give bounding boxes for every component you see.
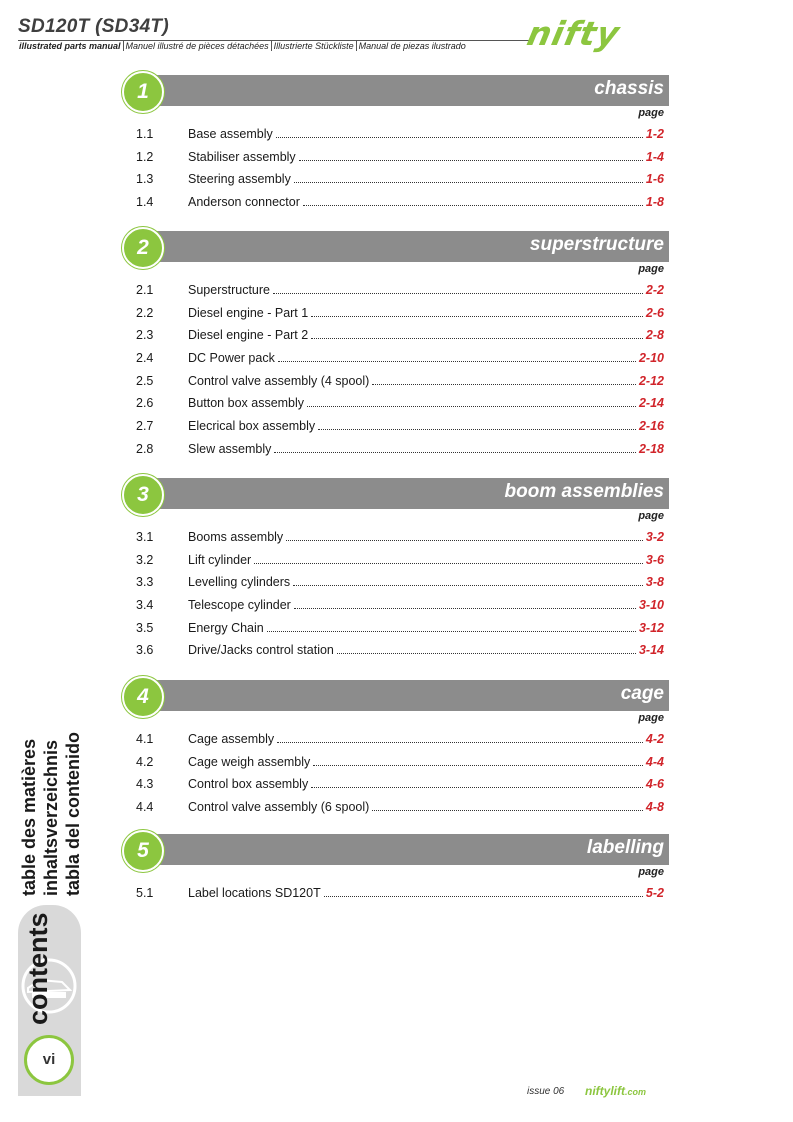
section-rows xyxy=(122,530,669,666)
dot-leader xyxy=(294,607,636,609)
entry-page: 5-2 xyxy=(645,886,664,900)
dot-leader xyxy=(273,292,643,294)
dot-leader xyxy=(276,136,643,138)
entry-number: 4.3 xyxy=(136,777,154,792)
entry-page: 4-2 xyxy=(645,732,664,746)
entry-title: Levelling cylinders xyxy=(188,575,291,590)
toc-entry[interactable] xyxy=(122,530,669,553)
page-column-label: page xyxy=(638,866,664,878)
toc-entry[interactable] xyxy=(122,195,669,218)
entry-number: 5.1 xyxy=(136,886,154,900)
entry-number: 2.3 xyxy=(136,328,154,343)
section-header-bar xyxy=(140,231,669,262)
entry-page: 3-14 xyxy=(638,643,664,658)
section-rows xyxy=(122,732,669,823)
section-number-badge xyxy=(122,830,164,872)
dot-leader xyxy=(324,895,643,897)
toc-entry[interactable] xyxy=(122,643,669,666)
entry-title: Superstructure xyxy=(188,283,270,297)
toc-entry[interactable] xyxy=(122,328,669,351)
entry-page: 4-8 xyxy=(645,800,664,815)
toc-entry[interactable] xyxy=(122,172,669,195)
toc-section xyxy=(122,75,669,218)
nifty-logo: nifty xyxy=(523,14,624,53)
toc-entry[interactable] xyxy=(122,306,669,329)
toc-entry[interactable] xyxy=(122,777,669,800)
section-title: boom assemblies xyxy=(504,481,664,502)
entry-number: 2.5 xyxy=(136,373,154,388)
section-header-bar xyxy=(140,75,669,106)
toc-entry[interactable] xyxy=(122,732,669,755)
entry-number: 3.3 xyxy=(136,575,154,590)
side-language-titles xyxy=(18,720,84,896)
dot-leader xyxy=(307,405,636,407)
entry-number: 3.4 xyxy=(136,598,154,613)
entry-page: 4-6 xyxy=(645,777,664,792)
section-title: superstructure xyxy=(529,234,664,255)
side-title-fr: table des matières xyxy=(19,738,39,896)
subtitle-en: illustrated parts manual xyxy=(19,41,121,51)
entry-page: 2-12 xyxy=(638,373,664,388)
page-number-badge xyxy=(24,1035,74,1085)
issue-number: issue 06 xyxy=(527,1086,565,1097)
toc-entry[interactable] xyxy=(122,553,669,576)
dot-leader xyxy=(311,337,643,339)
entry-title: Elecrical box assembly xyxy=(188,419,316,434)
toc-section xyxy=(122,231,669,465)
dot-leader xyxy=(254,562,643,564)
section-number: 4 xyxy=(137,685,149,708)
entry-number: 4.2 xyxy=(136,754,154,769)
entry-page: 2-16 xyxy=(638,419,664,434)
section-rows xyxy=(122,886,669,909)
section-number-badge xyxy=(122,71,164,113)
dot-leader xyxy=(313,764,643,766)
side-title-es: tabla del contenido xyxy=(63,731,83,896)
entry-number: 3.5 xyxy=(136,620,154,635)
entry-number: 3.1 xyxy=(136,530,154,544)
section-number: 1 xyxy=(137,80,149,103)
toc-entry[interactable] xyxy=(122,886,669,909)
entry-title: DC Power pack xyxy=(188,351,275,366)
entry-number: 4.1 xyxy=(136,732,154,746)
entry-page: 3-10 xyxy=(638,598,664,613)
footer-logo-name: niftylift xyxy=(585,1084,625,1098)
dot-leader xyxy=(318,428,636,430)
dot-leader xyxy=(293,584,643,586)
entry-page: 4-4 xyxy=(645,754,664,769)
entry-number: 4.4 xyxy=(136,800,154,815)
toc-entry[interactable] xyxy=(122,374,669,397)
entry-number: 1.4 xyxy=(136,195,154,210)
entry-title: Diesel engine - Part 1 xyxy=(188,305,309,320)
toc-section xyxy=(122,834,669,909)
page-column-label: page xyxy=(638,107,664,119)
entry-page: 3-12 xyxy=(638,620,664,635)
toc-section xyxy=(122,680,669,823)
entry-number: 1.1 xyxy=(136,127,154,141)
entry-number: 2.2 xyxy=(136,305,154,320)
section-rows xyxy=(122,127,669,218)
section-number: 2 xyxy=(137,236,149,259)
entry-page: 1-4 xyxy=(645,149,664,164)
entry-number: 2.4 xyxy=(136,351,154,366)
page-column-label: page xyxy=(638,510,664,522)
toc-entry[interactable] xyxy=(122,150,669,173)
entry-title: Base assembly xyxy=(188,127,273,141)
dot-leader xyxy=(311,786,643,788)
entry-title: Lift cylinder xyxy=(188,552,252,567)
section-title: chassis xyxy=(594,78,664,99)
dot-leader xyxy=(303,204,643,206)
entry-title: Control valve assembly (6 spool) xyxy=(188,800,370,815)
entry-page: 2-18 xyxy=(638,441,664,456)
entry-page: 2-6 xyxy=(645,305,664,320)
entry-title: Telescope cylinder xyxy=(188,598,291,613)
dot-leader xyxy=(277,741,643,743)
toc-entry[interactable] xyxy=(122,598,669,621)
toc-entry[interactable] xyxy=(122,283,669,306)
entry-page: 1-6 xyxy=(645,172,664,187)
entry-title: Control box assembly xyxy=(188,777,309,792)
entry-title: Label locations SD120T xyxy=(188,886,321,900)
side-contents-title: contents xyxy=(23,912,53,1025)
entry-title: Drive/Jacks control station xyxy=(188,643,334,658)
entry-title: Slew assembly xyxy=(188,441,272,456)
toc-entry[interactable] xyxy=(122,621,669,644)
toc-entry[interactable] xyxy=(122,755,669,778)
entry-title: Button box assembly xyxy=(188,396,305,411)
subtitle-fr: Manuel illustré de pièces détachées xyxy=(125,41,269,51)
dot-leader xyxy=(267,630,636,632)
toc-entry[interactable] xyxy=(122,396,669,419)
entry-title: Control valve assembly (4 spool) xyxy=(188,373,370,388)
page-column-label: page xyxy=(638,712,664,724)
entry-number: 2.1 xyxy=(136,283,154,297)
side-contents-title-wrap xyxy=(24,905,54,1025)
entry-page: 2-2 xyxy=(645,283,664,297)
entry-title: Anderson connector xyxy=(188,195,300,210)
entry-title: Cage weigh assembly xyxy=(188,754,311,769)
section-header-bar xyxy=(140,834,669,865)
entry-page: 1-2 xyxy=(645,127,664,141)
section-header-bar xyxy=(140,680,669,711)
entry-number: 2.6 xyxy=(136,396,154,411)
entry-title: Diesel engine - Part 2 xyxy=(188,328,309,343)
entry-number: 3.2 xyxy=(136,552,154,567)
dot-leader xyxy=(299,159,643,161)
toc-entry[interactable] xyxy=(122,442,669,465)
entry-number: 3.6 xyxy=(136,643,154,658)
entry-page: 1-8 xyxy=(645,195,664,210)
entry-page: 2-14 xyxy=(638,396,664,411)
entry-title: Booms assembly xyxy=(188,530,284,544)
footer-logo-domain: .com xyxy=(625,1087,647,1097)
manual-subtitles xyxy=(18,41,467,51)
toc-entry[interactable] xyxy=(122,575,669,598)
toc-entry[interactable] xyxy=(122,800,669,823)
section-title: cage xyxy=(620,683,664,704)
entry-number: 2.8 xyxy=(136,441,154,456)
side-title-de: inhaltsverzeichnis xyxy=(41,739,61,896)
entry-number: 2.7 xyxy=(136,419,154,434)
entry-number: 1.2 xyxy=(136,149,154,164)
entry-page: 3-2 xyxy=(645,530,664,544)
section-number-badge xyxy=(122,227,164,269)
entry-title: Steering assembly xyxy=(188,172,291,187)
subtitle-de: Illustrierte Stückliste xyxy=(273,41,354,51)
dot-leader xyxy=(337,652,636,654)
dot-leader xyxy=(372,383,636,385)
dot-leader xyxy=(286,539,643,541)
dot-leader xyxy=(274,451,636,453)
section-number: 3 xyxy=(137,483,149,506)
toc-entry[interactable] xyxy=(122,419,669,442)
dot-leader xyxy=(311,315,643,317)
section-number-badge xyxy=(122,676,164,718)
toc-entry[interactable] xyxy=(122,351,669,374)
dot-leader xyxy=(294,181,643,183)
dot-leader xyxy=(278,360,636,362)
dot-leader xyxy=(372,809,643,811)
page-number: vi xyxy=(42,1051,56,1068)
page-column-label: page xyxy=(638,263,664,275)
entry-title: Cage assembly xyxy=(188,732,275,746)
section-number-badge xyxy=(122,474,164,516)
entry-title: Stabiliser assembly xyxy=(188,149,296,164)
toc-entry[interactable] xyxy=(122,127,669,150)
section-number: 5 xyxy=(137,839,149,862)
subtitle-es: Manual de piezas ilustrado xyxy=(358,41,466,51)
section-rows xyxy=(122,283,669,465)
entry-number: 1.3 xyxy=(136,172,154,187)
entry-page: 3-6 xyxy=(645,552,664,567)
entry-page: 2-10 xyxy=(638,351,664,366)
entry-page: 3-8 xyxy=(645,575,664,590)
entry-title: Energy Chain xyxy=(188,620,264,635)
document-title: SD120T (SD34T) xyxy=(18,16,169,37)
section-header-bar xyxy=(140,478,669,509)
niftylift-footer-logo xyxy=(585,1084,646,1098)
toc-section xyxy=(122,478,669,666)
entry-page: 2-8 xyxy=(645,328,664,343)
section-title: labelling xyxy=(586,837,664,858)
